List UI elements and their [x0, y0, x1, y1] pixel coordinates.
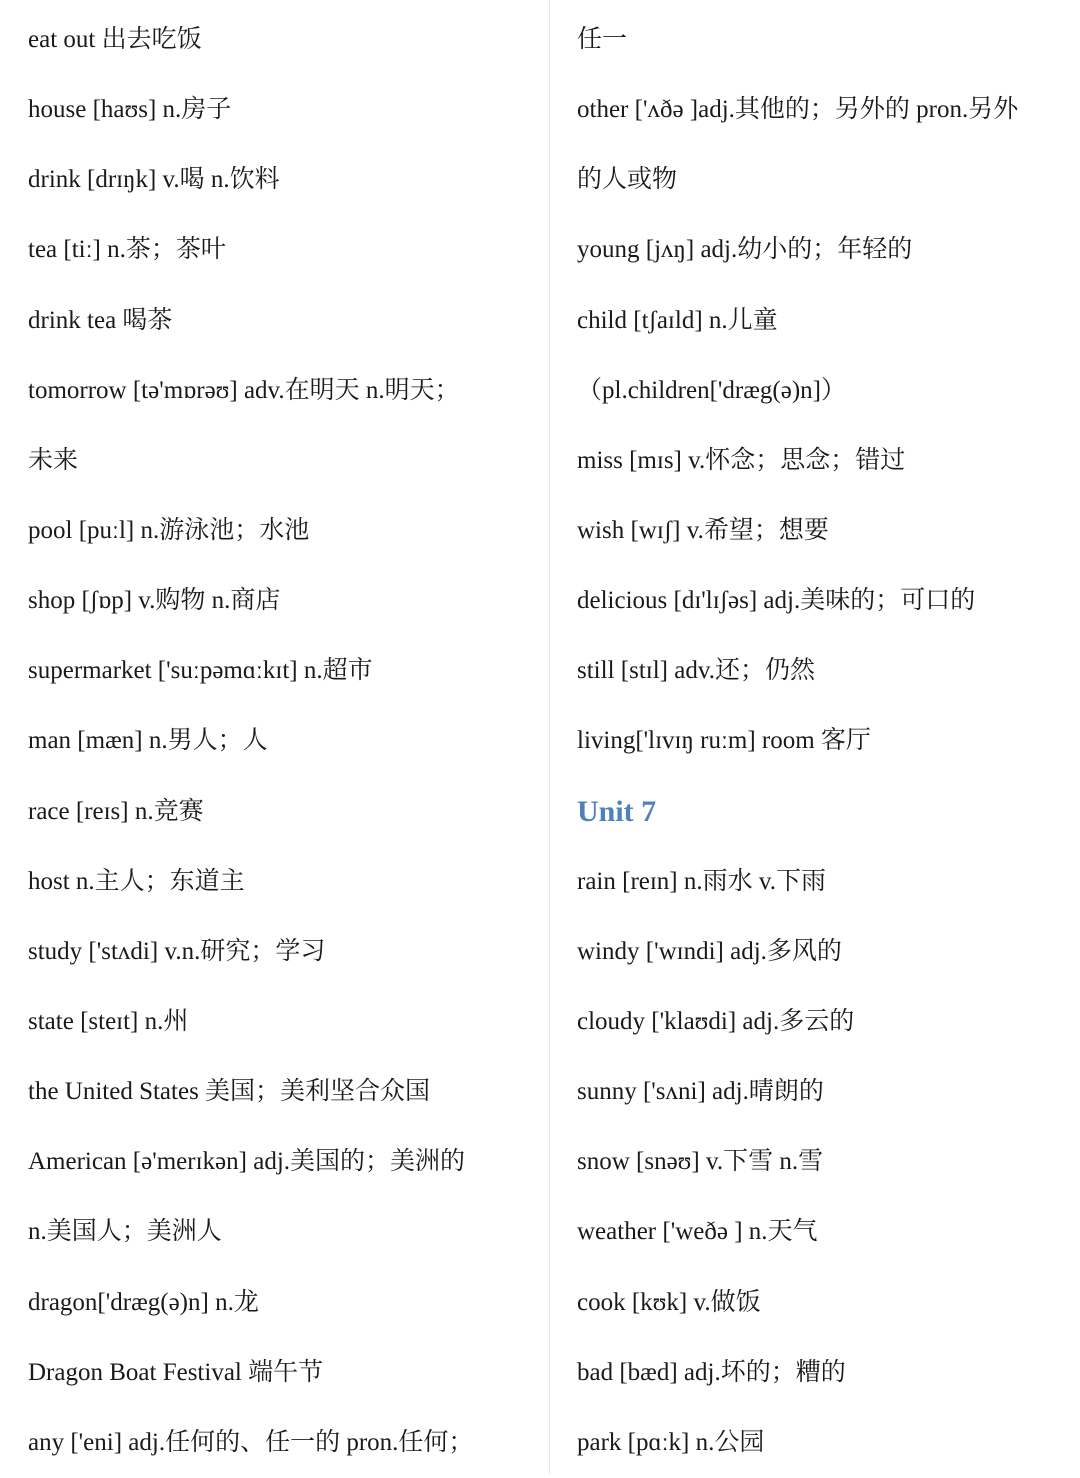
- vocab-line: wish [wɪʃ] v.希望；想要: [577, 516, 829, 544]
- vocab-line: drink [drɪŋk] v.喝 n.饮料: [28, 166, 280, 194]
- vocab-line: man [mæn] n.男人；人: [28, 727, 268, 755]
- vocab-line: delicious [dɪ'lɪʃəs] adj.美味的；可口的: [577, 587, 976, 615]
- left-vocabulary-column: [28, 5, 543, 1478]
- vocab-line: miss [mɪs] v.怀念；思念；错过: [577, 446, 906, 474]
- vocab-line: child [tʃaɪld] n.儿童: [577, 306, 778, 334]
- vocab-line: young [jʌŋ] adj.幼小的；年轻的: [577, 236, 913, 264]
- vocab-line: supermarket ['suːpəmɑːkɪt] n.超市: [28, 657, 373, 685]
- vocab-line: Dragon Boat Festival 端午节: [28, 1358, 324, 1386]
- vocab-line: park [pɑːk] n.公园: [577, 1428, 765, 1456]
- vocab-line: shop [ʃɒp] v.购物 n.商店: [28, 587, 281, 615]
- vocab-line: 的人或物: [577, 166, 678, 194]
- vocab-line: living['lɪvɪŋ ruːm] room 客厅: [577, 727, 871, 755]
- vocab-line: American [ə'merɪkən] adj.美国的；美洲的: [28, 1148, 466, 1176]
- vocab-line: 未来: [28, 446, 79, 474]
- vocab-line: n.美国人；美洲人: [28, 1218, 222, 1246]
- vocab-line: （pl.children['dræg(ə)n]）: [577, 376, 847, 404]
- vocab-line: rain [reɪn] n.雨水 v.下雨: [577, 867, 827, 895]
- vocab-line: bad [bæd] adj.坏的；糟的: [577, 1358, 846, 1386]
- column-divider: [549, 0, 550, 1474]
- vocab-line: state [steɪt] n.州: [28, 1007, 189, 1035]
- vocab-line: tomorrow [tə'mɒrəʊ] adv.在明天 n.明天；: [28, 376, 460, 404]
- unit-heading: Unit 7: [577, 794, 657, 828]
- vocab-line: sunny ['sʌni] adj.晴朗的: [577, 1078, 824, 1106]
- vocab-line: cloudy ['klaʊdi] adj.多云的: [577, 1007, 855, 1035]
- right-vocabulary-column: [577, 5, 1080, 1478]
- vocab-line: other ['ʌðə ]adj.其他的；另外的 pron.另外: [577, 96, 1019, 124]
- vocab-line: weather ['weðə ] n.天气: [577, 1218, 818, 1246]
- vocab-line: house [haʊs] n.房子: [28, 96, 232, 124]
- vocab-line: any ['eni] adj.任何的、任一的 pron.任何；: [28, 1428, 474, 1456]
- vocab-line: the United States 美国；美利坚合众国: [28, 1078, 431, 1106]
- vocab-line: host n.主人；东道主: [28, 867, 245, 895]
- vocab-line: eat out 出去吃饭: [28, 26, 202, 53]
- vocab-line: drink tea 喝茶: [28, 306, 173, 334]
- vocab-line: race [reɪs] n.竞赛: [28, 797, 204, 825]
- vocab-line: tea [tiː] n.茶；茶叶: [28, 236, 226, 264]
- vocab-line: 任一: [577, 26, 628, 53]
- vocab-line: still [stɪl] adv.还；仍然: [577, 657, 815, 685]
- vocab-line: pool [puːl] n.游泳池；水池: [28, 516, 310, 544]
- vocab-line: study ['stʌdi] v.n.研究；学习: [28, 937, 326, 965]
- vocab-line: windy ['wɪndi] adj.多风的: [577, 937, 842, 965]
- vocab-line: dragon['dræg(ə)n] n.龙: [28, 1288, 259, 1316]
- vocab-line: snow [snəʊ] v.下雪 n.雪: [577, 1148, 824, 1176]
- vocab-line: cook [kʊk] v.做饭: [577, 1288, 761, 1316]
